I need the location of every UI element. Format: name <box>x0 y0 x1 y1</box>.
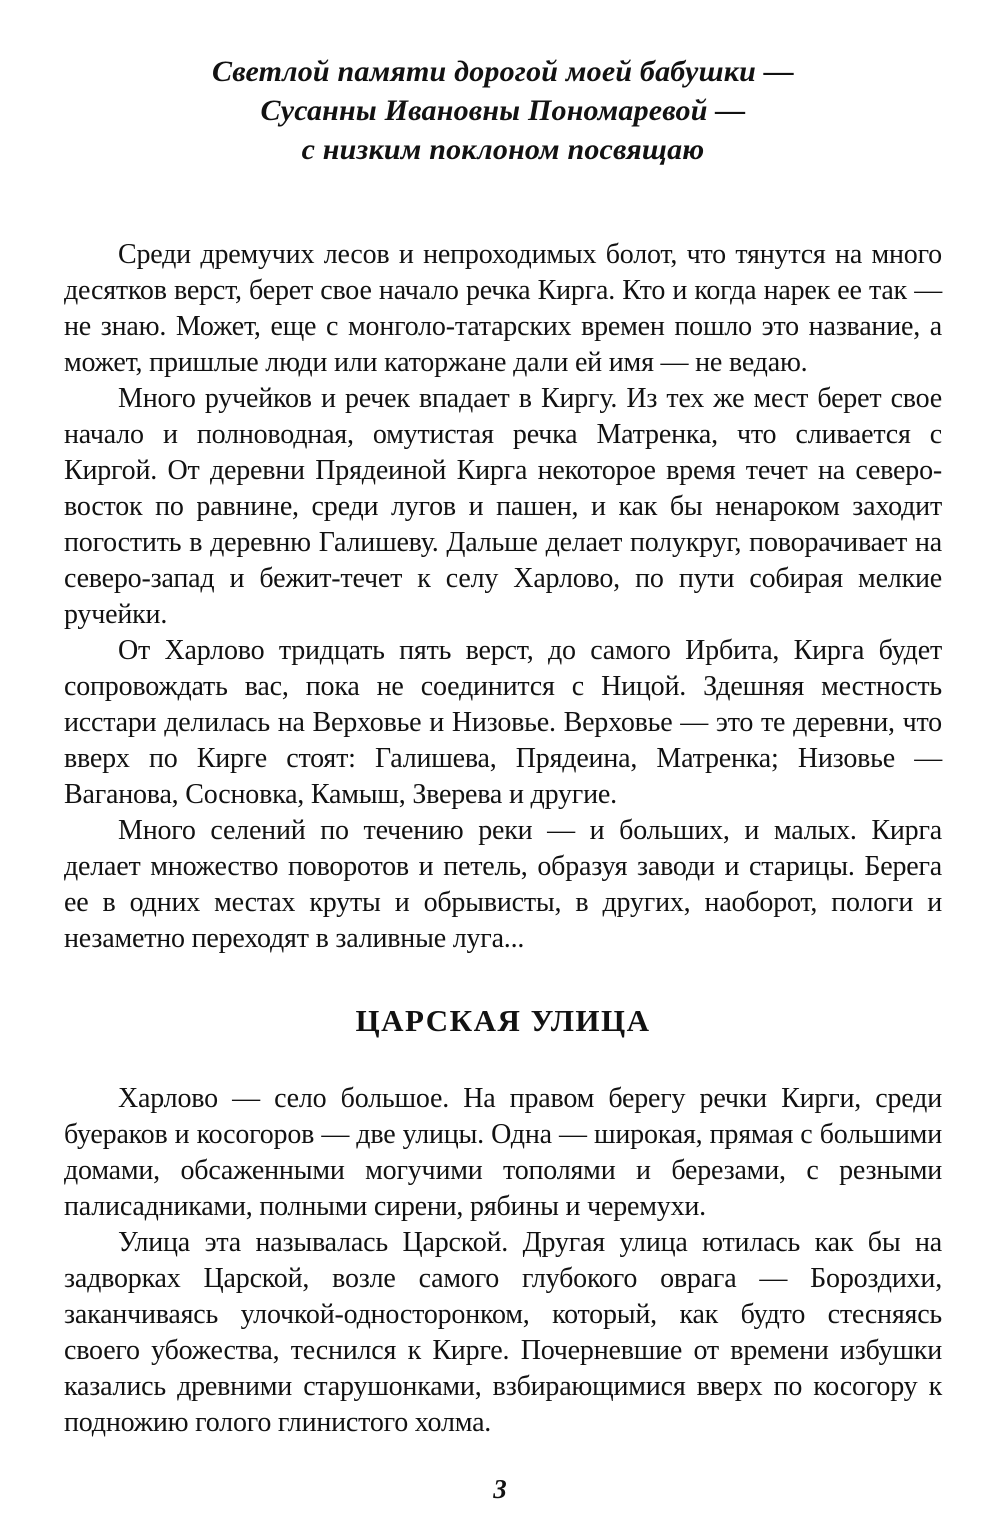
body-paragraph: Много ручейков и речек впадает в Киргу. Из тех же мест берет свое начало и полноводная, омутистая речка Матренка, что сливается с Киргой. От деревни Прядеиной Кирга некоторое время течет на северо-восток по равнине, среди лугов и пашен, и как бы ненароком заходит погостить в деревню Галишеву. Дальше делает полукруг, поворачивает на северо-запад и бежит-течет к селу Харлово, по пути собирая мелкие ручейки. <box>64 383 942 630</box>
body-paragraph: Улица эта называлась Царской. Другая улица ютилась как бы на задворках Царской, возле самого глубокого оврага — Бороздихи, заканчиваясь улочкой-односторонком, который, как будто стесняясь своего убожества, теснился к Кирге. Почерневшие от времени избушки казались древними старушонками, взбирающимися вверх по косогору к подножию голого глинистого холма. <box>64 1227 942 1438</box>
dedication <box>64 52 942 169</box>
body-paragraph: Харлово — село большое. На правом берегу речки Кирги, среди буераков и косогоров — две улицы. Одна — широкая, прямая с большими домами, обсаженными могучими тополями и березами, с резными палисадниками, полными сирени, рябины и черемухи. <box>64 1083 942 1222</box>
body-paragraph: От Харлово тридцать пять верст, до самого Ирбита, Кирга будет сопровождать вас, пока не соединится с Ницой. Здешняя местность исстари делилась на Верховье и Низовье. Верховье — это те деревни, что вверх по Кирге стоят: Галишева, Прядеина, Матренка; Низовье — Ваганова, Сосновка, Камыш, Зверева и другие. <box>64 635 942 810</box>
body-paragraph: Много селений по течению реки — и больших, и малых. Кирга делает множество поворотов и петель, образуя заводи и старицы. Берега ее в одних местах круты и обрывисты, в других, наоборот, пологи и незаметно переходят в заливные луга... <box>64 815 942 954</box>
body-paragraph: Среди дремучих лесов и непроходимых болот, что тянутся на много десятков верст, берет свое начало речка Кирга. Кто и когда нарек ее так — не знаю. Может, еще с монголо-татарских времен пошло это название, а может, пришлые люди или каторжане дали ей имя — не ведаю. <box>64 239 942 378</box>
body-text <box>64 237 942 1441</box>
dedication-line: Сусанны Ивановны Пономаревой — <box>260 94 746 127</box>
dedication-line: Светлой памяти дорогой моей бабушки — <box>212 55 794 88</box>
section-heading: ЦАРСКАЯ УЛИЦА <box>355 1003 651 1038</box>
page-number: 3 <box>493 1474 507 1504</box>
dedication-line: с низким поклоном посвящаю <box>301 133 705 166</box>
